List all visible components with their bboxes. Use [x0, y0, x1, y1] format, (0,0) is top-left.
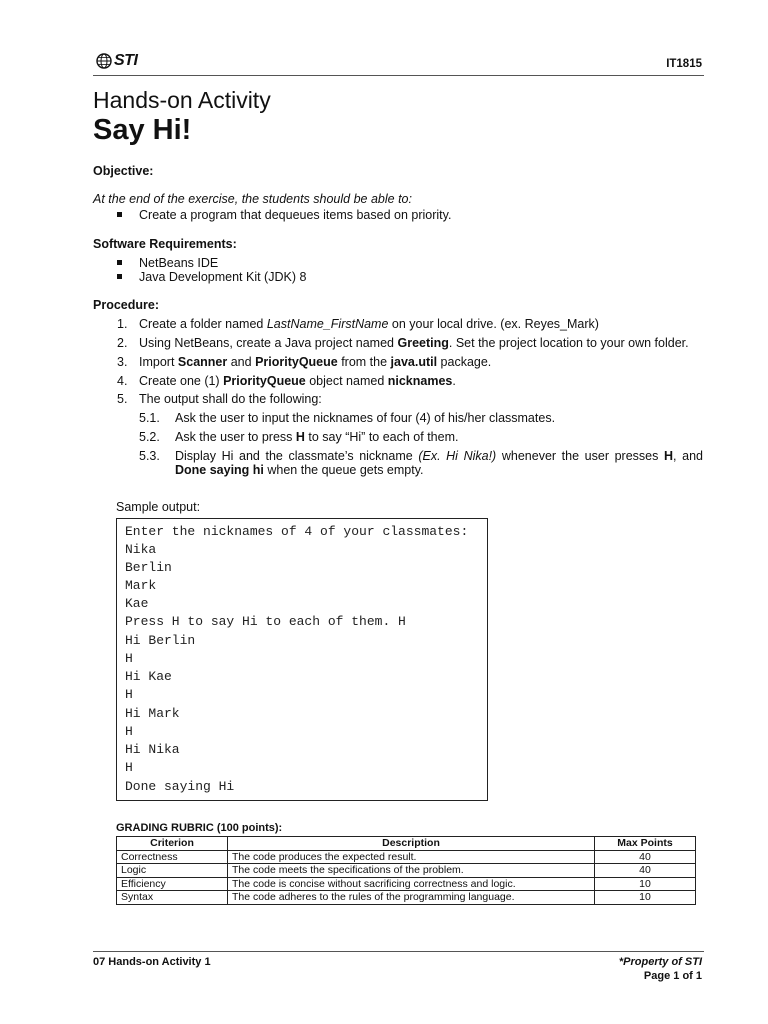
procedure-substep-1: Ask the user to input the nicknames of four (4) of his/her classmates.	[175, 411, 556, 425]
substep-number: 5.2.	[139, 430, 160, 444]
output-line: H	[125, 760, 133, 775]
software-item: NetBeans IDE	[139, 256, 219, 270]
procedure-heading: Procedure:	[93, 298, 159, 312]
step-number: 4.	[117, 374, 128, 388]
globe-icon	[96, 53, 112, 69]
table-cell: The code adheres to the rules of the programming language.	[228, 891, 595, 905]
sample-output-box	[116, 518, 488, 801]
step-number: 3.	[117, 355, 128, 369]
software-heading: Software Requirements:	[93, 237, 237, 251]
table-cell: 10	[595, 877, 696, 891]
output-line: H	[125, 651, 133, 666]
title-line-2: Say Hi!	[93, 114, 192, 146]
sample-output-label: Sample output:	[116, 500, 201, 514]
table-cell: Logic	[117, 864, 228, 878]
output-line: Enter the nicknames of 4 of your classmates:	[125, 524, 469, 539]
table-cell: The code is concise without sacrificing correctness and logic.	[228, 877, 595, 891]
column-header: Criterion	[117, 837, 228, 851]
footer-title: 07 Hands-on Activity 1	[93, 956, 211, 968]
table-row	[117, 891, 696, 905]
output-line: Done saying Hi	[125, 779, 235, 794]
table-cell: Syntax	[117, 891, 228, 905]
table-row	[117, 877, 696, 891]
output-line: Mark	[125, 578, 157, 593]
output-line: H	[125, 687, 133, 702]
output-line: Berlin	[125, 560, 172, 575]
procedure-step-5: The output shall do the following:	[139, 392, 322, 406]
table-row	[117, 864, 696, 878]
output-line: Kae	[125, 596, 149, 611]
output-line: Hi Berlin	[125, 633, 196, 648]
rubric-header-row	[117, 837, 696, 851]
bullet	[117, 212, 122, 217]
procedure-step-3: Import Scanner and PriorityQueue from the java.util package.	[139, 355, 492, 369]
output-line: Nika	[125, 542, 157, 557]
step-number: 1.	[117, 317, 128, 331]
footer-property: *Property of STI	[618, 956, 702, 968]
table-cell: Efficiency	[117, 877, 228, 891]
procedure-step-4: Create one (1) PriorityQueue object named nicknames.	[139, 374, 456, 388]
procedure-step-1: Create a folder named LastName_FirstName on your local drive. (ex. Reyes_Mark)	[139, 317, 599, 331]
rubric-heading: GRADING RUBRIC (100 points):	[116, 822, 283, 834]
footer-rule	[93, 951, 704, 952]
title-line-1: Hands-on Activity	[93, 87, 271, 113]
substep-number: 5.1.	[139, 411, 160, 425]
column-header: Max Points	[595, 837, 696, 851]
objective-heading: Objective:	[93, 164, 154, 178]
objective-intro: At the end of the exercise, the students should be able to:	[93, 192, 412, 206]
table-cell: 10	[595, 891, 696, 905]
output-line: Hi Nika	[125, 742, 180, 757]
procedure-substep-3-line-1: Display Hi and the classmate’s nickname (Ex. Hi Nika!) whenever the user presses H, and	[175, 449, 703, 463]
table-cell: The code meets the specifications of the problem.	[228, 864, 595, 878]
table-cell: The code produces the expected result.	[228, 850, 595, 864]
footer-page-number: Page 1 of 1	[643, 970, 702, 982]
logo-text: STI	[114, 52, 138, 69]
sti-logo	[96, 52, 137, 70]
substep-number: 5.3.	[139, 449, 160, 463]
table-row	[117, 850, 696, 864]
table-cell: 40	[595, 850, 696, 864]
software-item: Java Development Kit (JDK) 8	[139, 270, 307, 284]
output-line: Hi Kae	[125, 669, 172, 684]
procedure-substep-2: Ask the user to press H to say “Hi” to each of them.	[175, 430, 459, 444]
bullet	[117, 260, 122, 265]
rubric-table	[116, 836, 696, 905]
column-header: Description	[228, 837, 595, 851]
output-line: Hi Mark	[125, 706, 180, 721]
bullet	[117, 274, 122, 279]
step-number: 5.	[117, 392, 128, 406]
step-number: 2.	[117, 336, 128, 350]
procedure-substep-3-line-2: Done saying hi when the queue gets empty.	[175, 463, 424, 477]
procedure-step-2: Using NetBeans, create a Java project named Greeting. Set the project location to your own folder.	[139, 336, 689, 350]
objective-item: Create a program that dequeues items based on priority.	[139, 208, 452, 222]
output-line: H	[125, 724, 133, 739]
table-cell: 40	[595, 864, 696, 878]
table-cell: Correctness	[117, 850, 228, 864]
header-rule	[93, 75, 704, 76]
output-line: Press H to say Hi to each of them. H	[125, 614, 406, 629]
document-code: IT1815	[666, 58, 702, 70]
